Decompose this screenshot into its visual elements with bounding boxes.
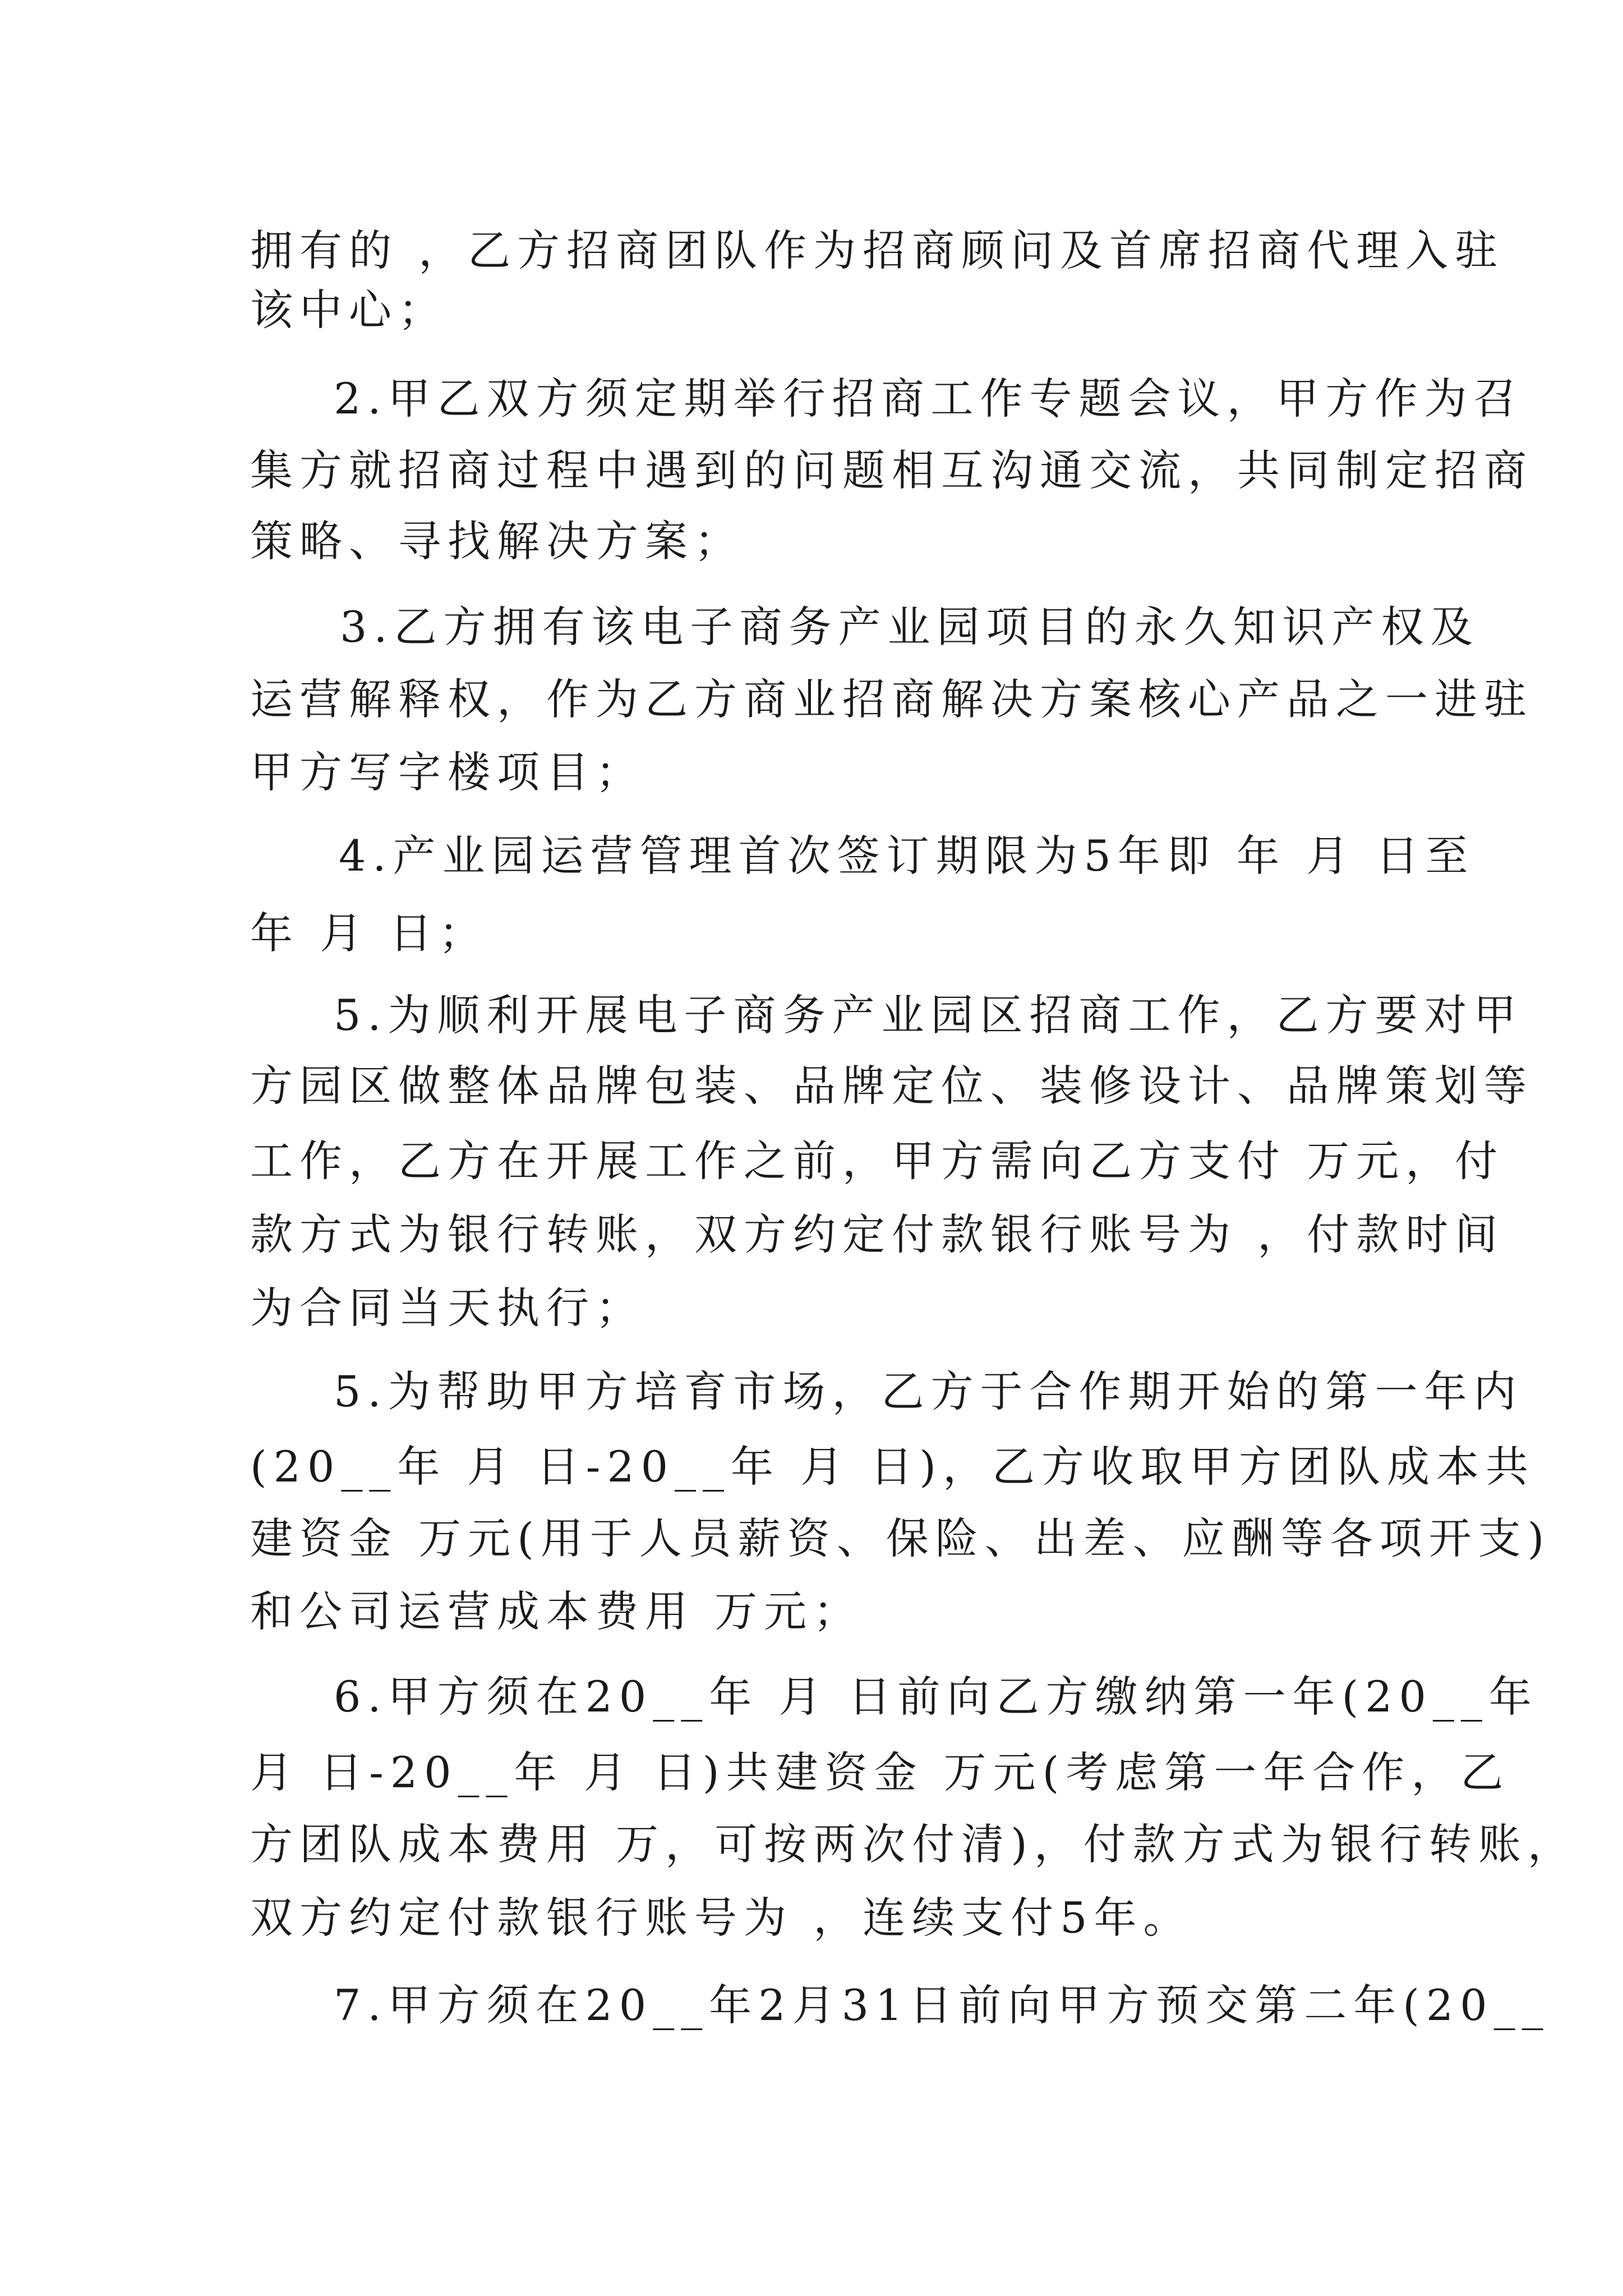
text-line: 拥有的 ，乙方招商团队作为招商顾问及首席招商代理入驻 — [250, 226, 1505, 275]
text-line: 5.为帮助甲方培育市场，乙方于合作期开始的第一年内 — [334, 1366, 1523, 1416]
text-line: 方团队成本费用 万，可按两次付清)，付款方式为银行转账， — [250, 1819, 1577, 1869]
text-line: 双方约定付款银行账号为 ，连续支付5年。 — [250, 1893, 1193, 1943]
text-line: 集方就招商过程中遇到的问题相互沟通交流，共同制定招商 — [250, 445, 1533, 495]
text-line: 3.乙方拥有该电子商务产业园项目的永久知识产权及 — [340, 602, 1480, 652]
text-line: 款方式为银行转账，双方约定付款银行账号为 ，付款时间 — [250, 1209, 1505, 1259]
text-line: 为合同当天执行； — [250, 1283, 645, 1333]
text-line: 工作，乙方在开展工作之前，甲方需向乙方支付 万元，付 — [250, 1136, 1505, 1186]
text-line: 5.为顺利开展电子商务产业园区招商工作，乙方要对甲 — [334, 990, 1523, 1040]
text-line: (20__年 月 日-20__年 月 日)，乙方收取甲方团队成本共 — [250, 1442, 1536, 1492]
text-line: 4.产业园运营管理首次签订期限为5年即 年 月 日至 — [339, 831, 1475, 881]
text-line: 建资金 万元(用于人员薪资、保险、出差、应酬等各项开支) — [250, 1513, 1551, 1563]
text-line: 6.甲方须在20__年 月 日前向乙方缴纳第一年(20__年 — [334, 1672, 1538, 1722]
text-line: 方园区做整体品牌包装、品牌定位、装修设计、品牌策划等 — [250, 1061, 1533, 1111]
text-line: 年 月 日； — [250, 908, 488, 958]
text-line: 甲方写字楼项目； — [250, 747, 645, 797]
text-line: 策略、寻找解决方案； — [250, 516, 744, 566]
text-line: 该中心； — [250, 285, 448, 335]
text-line: 和公司运营成本费用 万元； — [250, 1586, 863, 1636]
text-line: 7.甲方须在20__年2月31日前向甲方预交第二年(20__ — [334, 1980, 1550, 2030]
text-line: 月 日-20__年 月 日)共建资金 万元(考虑第一年合作，乙 — [250, 1747, 1510, 1797]
text-line: 运营解释权，作为乙方商业招商解决方案核心产品之一进驻 — [250, 674, 1533, 724]
text-line: 2.甲乙双方须定期举行招商工作专题会议，甲方作为召 — [334, 374, 1523, 424]
